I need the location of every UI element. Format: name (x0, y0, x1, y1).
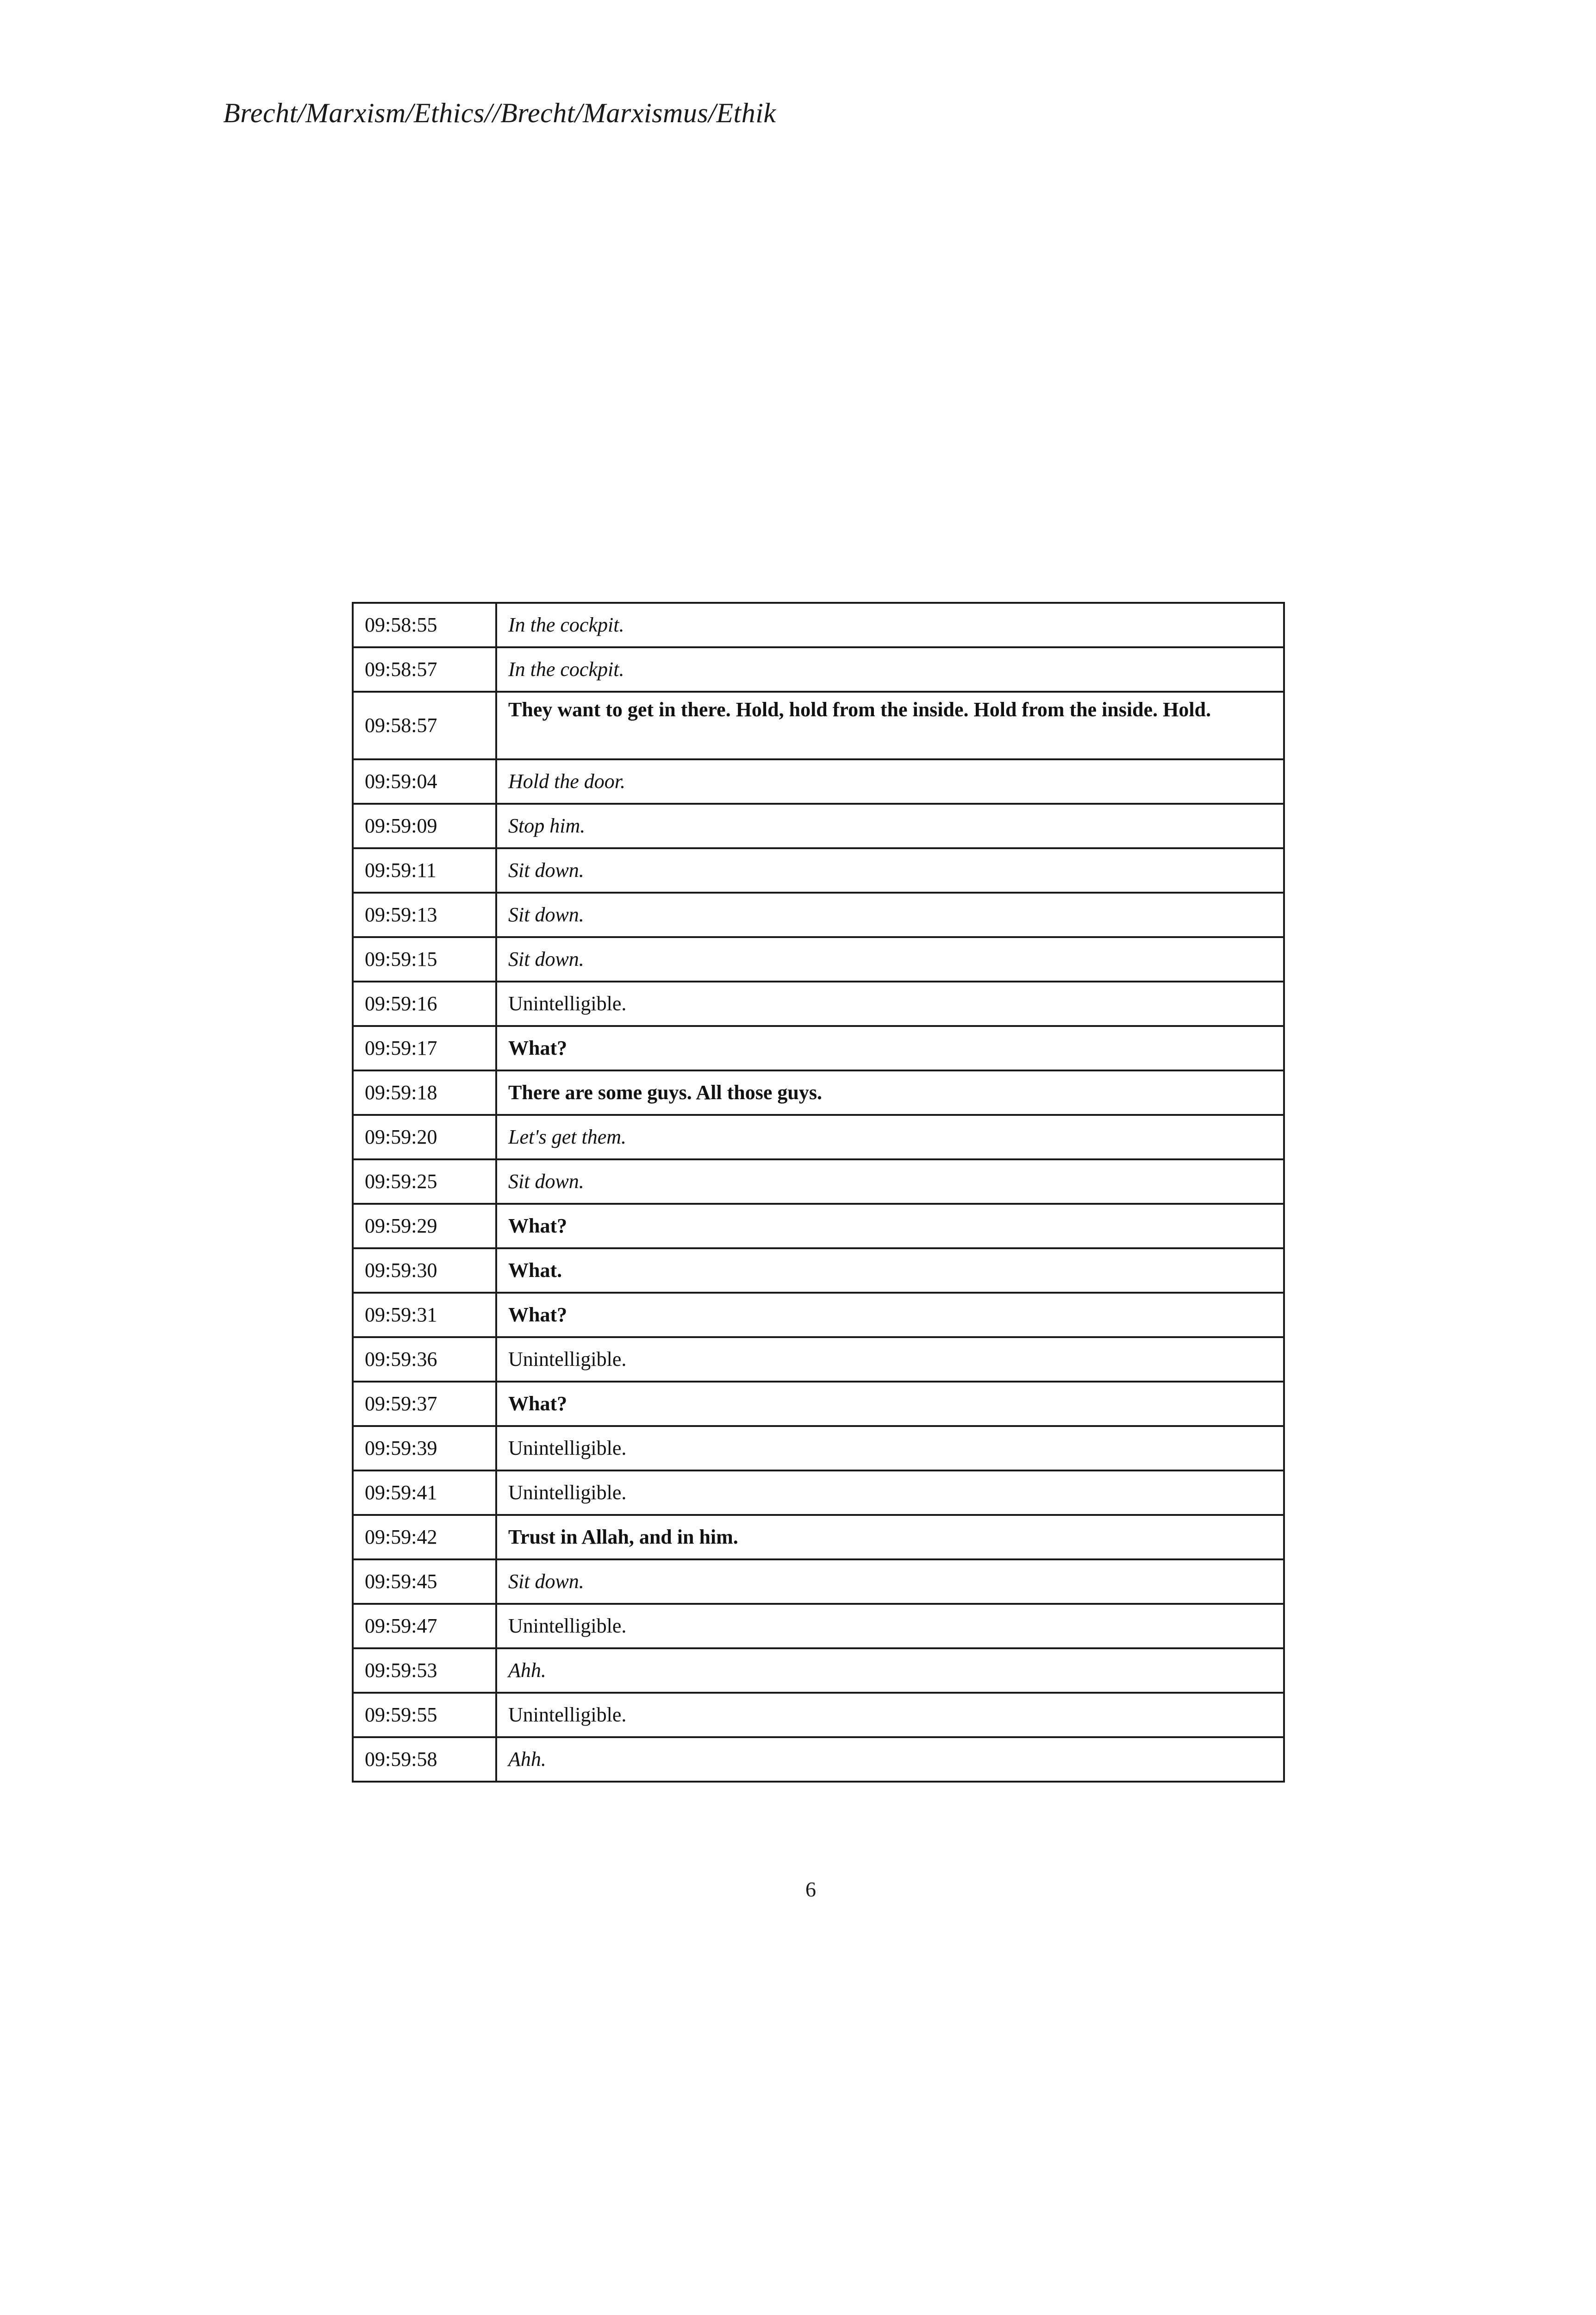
timestamp-cell: 09:59:17 (353, 1026, 496, 1070)
timestamp-cell: 09:59:37 (353, 1382, 496, 1426)
utterance-cell: Hold the door. (496, 759, 1284, 804)
table-row (353, 647, 1284, 692)
utterance-cell: Stop him. (496, 804, 1284, 848)
table-row (353, 1026, 1284, 1070)
transcript-body (353, 603, 1284, 1782)
utterance-cell: In the cockpit. (496, 647, 1284, 692)
timestamp-cell: 09:59:20 (353, 1115, 496, 1159)
timestamp-cell: 09:59:41 (353, 1470, 496, 1515)
timestamp-cell: 09:59:13 (353, 893, 496, 937)
table-row (353, 1559, 1284, 1604)
timestamp-cell: 09:59:09 (353, 804, 496, 848)
timestamp-cell: 09:59:53 (353, 1648, 496, 1693)
table-row (353, 1115, 1284, 1159)
utterance-cell: Ahh. (496, 1737, 1284, 1782)
table-row (353, 692, 1284, 759)
utterance-cell: Let's get them. (496, 1115, 1284, 1159)
table-row (353, 1737, 1284, 1782)
table-row (353, 937, 1284, 982)
table-row (353, 804, 1284, 848)
table-row (353, 893, 1284, 937)
timestamp-cell: 09:59:42 (353, 1515, 496, 1559)
table-row (353, 1648, 1284, 1693)
utterance-cell: There are some guys. All those guys. (496, 1070, 1284, 1115)
table-row (353, 1515, 1284, 1559)
utterance-cell: They want to get in there. Hold, hold from the inside. Hold from the inside. Hold. (496, 692, 1284, 759)
timestamp-cell: 09:59:04 (353, 759, 496, 804)
utterance-cell: Unintelligible. (496, 1604, 1284, 1648)
table-row (353, 848, 1284, 893)
utterance-cell: Unintelligible. (496, 1426, 1284, 1470)
table-row (353, 1204, 1284, 1248)
timestamp-cell: 09:59:55 (353, 1693, 496, 1737)
utterance-cell: What? (496, 1382, 1284, 1426)
table-row (353, 1604, 1284, 1648)
utterance-cell: What? (496, 1026, 1284, 1070)
table-row (353, 603, 1284, 647)
table-row (353, 1159, 1284, 1204)
timestamp-cell: 09:58:57 (353, 647, 496, 692)
table-row (353, 1382, 1284, 1426)
table-row (353, 982, 1284, 1026)
utterance-cell: In the cockpit. (496, 603, 1284, 647)
table-row (353, 1470, 1284, 1515)
table-page-number: 6 (805, 1877, 816, 1901)
utterance-cell: Sit down. (496, 937, 1284, 982)
utterance-cell: Trust in Allah, and in him. (496, 1515, 1284, 1559)
timestamp-cell: 09:59:18 (353, 1070, 496, 1115)
timestamp-cell: 09:59:36 (353, 1337, 496, 1382)
utterance-cell: Ahh. (496, 1648, 1284, 1693)
utterance-cell: Unintelligible. (496, 1337, 1284, 1382)
table-row (353, 759, 1284, 804)
utterance-cell: Unintelligible. (496, 982, 1284, 1026)
utterance-cell: Sit down. (496, 1559, 1284, 1604)
timestamp-cell: 09:59:15 (353, 937, 496, 982)
timestamp-cell: 09:59:16 (353, 982, 496, 1026)
transcript-table (352, 602, 1285, 1783)
utterance-cell: Unintelligible. (496, 1693, 1284, 1737)
timestamp-cell: 09:59:31 (353, 1293, 496, 1337)
timestamp-cell: 09:58:57 (353, 692, 496, 759)
timestamp-cell: 09:59:25 (353, 1159, 496, 1204)
timestamp-cell: 09:59:47 (353, 1604, 496, 1648)
table-row (353, 1293, 1284, 1337)
timestamp-cell: 09:59:30 (353, 1248, 496, 1293)
timestamp-cell: 09:58:55 (353, 603, 496, 647)
timestamp-cell: 09:59:45 (353, 1559, 496, 1604)
timestamp-cell: 09:59:39 (353, 1426, 496, 1470)
utterance-cell: Unintelligible. (496, 1470, 1284, 1515)
utterance-cell: What? (496, 1293, 1284, 1337)
table-row (353, 1337, 1284, 1382)
timestamp-cell: 09:59:29 (353, 1204, 496, 1248)
utterance-cell: What. (496, 1248, 1284, 1293)
utterance-cell: Sit down. (496, 1159, 1284, 1204)
table-row (353, 1693, 1284, 1737)
table-row (353, 1426, 1284, 1470)
timestamp-cell: 09:59:58 (353, 1737, 496, 1782)
table-row (353, 1248, 1284, 1293)
table-row (353, 1070, 1284, 1115)
running-head-title: Brecht/Marxism/Ethics//Brecht/Marxismus/Ethik (223, 98, 776, 128)
timestamp-cell: 09:59:11 (353, 848, 496, 893)
utterance-cell: What? (496, 1204, 1284, 1248)
utterance-cell: Sit down. (496, 848, 1284, 893)
utterance-cell: Sit down. (496, 893, 1284, 937)
